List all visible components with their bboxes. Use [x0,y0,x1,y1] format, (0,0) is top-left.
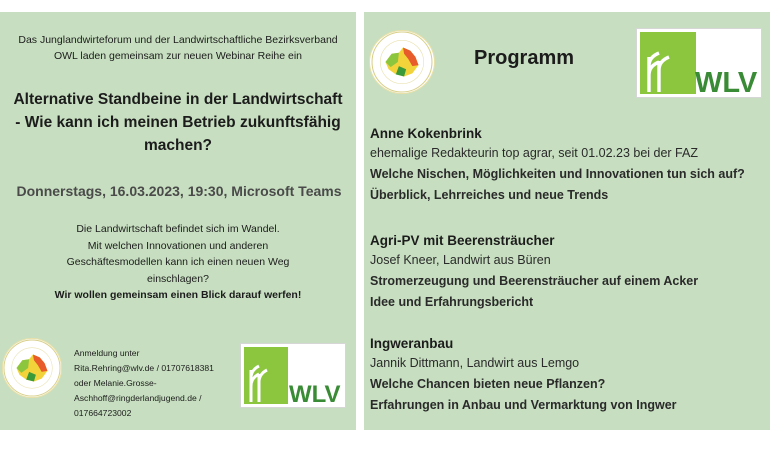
body-text [20,221,336,304]
body-line: Geschäftesmodellen kann ich einen neuen Weg [66,256,290,268]
wlv-logo [636,28,762,98]
session-topic: Stromerzeugung und Beerensträucher auf einem Acker [370,274,699,288]
program-title: Programm [474,47,575,69]
session-title: Agri-PV mit Beerensträucher [370,233,555,248]
session-speaker: ehemalige Redakteurin top agrar, seit 01.02.23 bei der FAZ [370,146,698,160]
headline-line: machen? [143,137,213,154]
junglandwirteforum-logo [369,30,435,94]
contact-line: Anmeldung unter [74,348,140,358]
session-speaker: Josef Kneer, Landwirt aus Büren [370,253,551,267]
body-line: einschlagen? [147,272,209,285]
program-session [370,231,766,313]
wlv-logo-text: WLV [289,381,341,407]
program-session [370,334,766,416]
contact-line: oder Melanie.Grosse- [74,378,157,388]
program-panel [364,12,770,430]
program-session [370,124,766,206]
body-emphasis: Wir wollen gemeinsam einen Blick darauf werfen! [54,289,302,301]
intro-line: Das Junglandwirteforum und der Landwirtschaftliche Bezirksverband [18,34,338,46]
registration-contact [74,346,234,421]
headline [10,88,346,157]
wlv-logo-text: WLV [695,67,758,97]
contact-line: 017664723002 [74,408,132,418]
contact-line: Aschhoff@ringderlandjugend.de / [74,393,202,403]
session-topic: Welche Chancen bieten neue Pflanzen? [370,377,606,391]
session-topic: Überblick, Lehrreiches und neue Trends [370,188,609,202]
intro-line: OWL laden gemeinsam zur neuen Webinar Reihe ein [53,50,303,62]
wlv-logo [240,343,346,408]
session-topic: Idee und Erfahrungsbericht [370,295,534,309]
intro-text [6,32,350,64]
session-title: Ingweranbau [370,336,454,351]
session-title: Anne Kokenbrink [370,126,482,141]
session-speaker: Jannik Dittmann, Landwirt aus Lemgo [370,356,580,370]
session-topic: Erfahrungen in Anbau und Vermarktung von Ingwer [370,398,677,412]
headline-line: - Wie kann ich meinen Betrieb zukunftsfähig [15,114,341,131]
session-topic: Welche Nischen, Möglichkeiten und Innovationen tun sich auf? [370,167,745,181]
junglandwirteforum-logo [2,338,62,398]
contact-line: Rita.Rehring@wlv.de / 01707618381 [74,363,214,373]
event-date: Donnerstags, 16.03.2023, 19:30, Microsoft Teams [16,183,342,199]
headline-line: Alternative Standbeine in der Landwirtschaft [13,91,343,108]
body-line: Die Landwirtschaft befindet sich im Wandel. [76,223,280,235]
body-line: Mit welchen Innovationen und anderen [87,239,269,252]
invitation-panel [0,12,356,430]
